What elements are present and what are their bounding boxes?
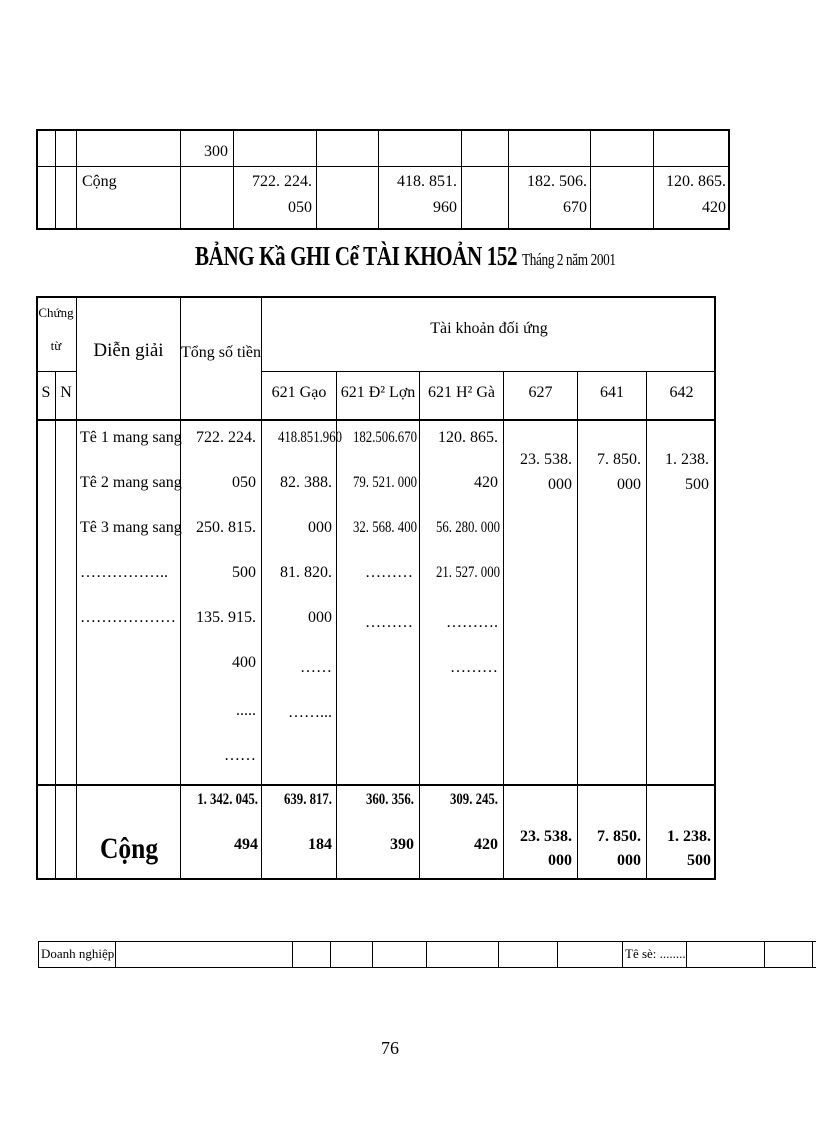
top-total-v3-l2: 670 bbox=[563, 199, 587, 216]
gao-row: …… bbox=[300, 659, 332, 676]
gao-row: 81. 820. bbox=[280, 564, 332, 581]
top-total-v3-l1: 182. 506. bbox=[527, 173, 587, 190]
ga-row: ………. bbox=[446, 614, 498, 631]
gao-row: 418.851.960 bbox=[278, 429, 342, 446]
footer-te-so: Tê sè: ........ bbox=[625, 946, 686, 961]
lon-row: ……… bbox=[365, 614, 413, 631]
top-total-v1-l1: 722. 224. bbox=[252, 173, 312, 190]
total-gao-l2: 184 bbox=[308, 836, 332, 853]
header-tong-so-tien: Tổng số tiền bbox=[181, 344, 261, 361]
total-627-l2: 000 bbox=[548, 852, 572, 869]
header-tk-doi-ung: Tài khoản đối ứng bbox=[430, 320, 548, 337]
tong-row: 722. 224. bbox=[196, 429, 256, 446]
header-col-lon: 621 Đ² Lợn bbox=[340, 384, 416, 401]
total-641-l1: 7. 850. bbox=[597, 828, 641, 845]
dien-giai-row: …………….. bbox=[80, 564, 168, 581]
tong-row: …… bbox=[224, 747, 256, 764]
page-title bbox=[195, 241, 616, 272]
header-dien-giai: Diễn giải bbox=[93, 340, 164, 361]
dien-giai-row: ……………… bbox=[80, 609, 176, 626]
top-total-v4-l2: 420 bbox=[702, 199, 726, 216]
total-tong-l2: 494 bbox=[234, 836, 258, 853]
gao-row: 000 bbox=[308, 519, 332, 536]
title-main: BẢNG Kầ GHI Cể TÀI KHOẢN 152 bbox=[195, 241, 518, 271]
total-ga-l1: 309. 245. bbox=[450, 791, 498, 808]
lon-row: ……… bbox=[365, 564, 413, 581]
total-ga-l2: 420 bbox=[474, 836, 498, 853]
total-627-l1: 23. 538. bbox=[520, 828, 572, 845]
dien-giai-row: Tê 3 mang sang bbox=[80, 519, 182, 536]
c627-row: 000 bbox=[548, 476, 572, 493]
total-label: Cộng bbox=[100, 832, 159, 865]
header-col-642: 642 bbox=[669, 384, 694, 401]
title-sub: Tháng 2 năm 2001 bbox=[522, 250, 616, 269]
c642-row: 500 bbox=[685, 476, 709, 493]
tong-row: 400 bbox=[232, 654, 256, 671]
top-total-v4-l1: 120. 865. bbox=[666, 173, 726, 190]
header-chung: Chứng bbox=[38, 305, 74, 320]
total-642-l1: 1. 238. bbox=[667, 828, 711, 845]
ga-row: ……… bbox=[450, 659, 498, 676]
dien-giai-row: Tê 2 mang sang bbox=[80, 474, 182, 491]
total-tong-l1: 1. 342. 045. bbox=[197, 791, 258, 808]
total-641-l2: 000 bbox=[617, 852, 641, 869]
total-lon-l1: 360. 356. bbox=[366, 791, 414, 808]
gao-row: ……... bbox=[288, 704, 332, 721]
header-n: N bbox=[60, 384, 72, 401]
total-gao-l1: 639. 817. bbox=[284, 791, 332, 808]
page-number: 76 bbox=[381, 1038, 399, 1058]
ga-row: 120. 865. bbox=[438, 429, 498, 446]
lon-row: 182.506.670 bbox=[353, 429, 417, 446]
header-col-ga: 621 H² Gà bbox=[427, 384, 495, 401]
tong-row: 500 bbox=[232, 564, 256, 581]
top-total-label: Cộng bbox=[82, 173, 117, 190]
header-col-627: 627 bbox=[528, 384, 553, 401]
ga-row: 56. 280. 000 bbox=[436, 519, 500, 536]
ga-row: 21. 527. 000 bbox=[436, 564, 500, 581]
header-s: S bbox=[41, 384, 51, 401]
top-row1-value: 300 bbox=[204, 143, 228, 160]
c642-row: 1. 238. bbox=[665, 451, 709, 468]
total-642-l2: 500 bbox=[687, 852, 711, 869]
header-col-gao: 621 Gạo bbox=[271, 384, 327, 401]
ga-row: 420 bbox=[474, 474, 498, 491]
gao-row: 000 bbox=[308, 609, 332, 626]
gao-row: 82. 388. bbox=[280, 474, 332, 491]
tong-row: 050 bbox=[232, 474, 256, 491]
lon-row: 79. 521. 000 bbox=[353, 474, 417, 491]
lon-row: 32. 568. 400 bbox=[353, 519, 417, 536]
c627-row: 23. 538. bbox=[520, 451, 572, 468]
top-total-v2-l1: 418. 851. bbox=[397, 173, 457, 190]
total-lon-l2: 390 bbox=[390, 836, 414, 853]
tong-row: 250. 815. bbox=[196, 519, 256, 536]
header-tu: từ bbox=[50, 338, 62, 353]
header-col-641: 641 bbox=[600, 384, 624, 401]
tong-row: 135. 915. bbox=[196, 609, 256, 626]
top-total-v1-l2: 050 bbox=[288, 199, 312, 216]
footer-doanh-nghiep: Doanh nghiệp bbox=[41, 946, 115, 961]
dien-giai-row: Tê 1 mang sang bbox=[80, 429, 182, 446]
tong-row: ..... bbox=[236, 702, 256, 719]
c641-row: 000 bbox=[617, 476, 641, 493]
c641-row: 7. 850. bbox=[597, 451, 641, 468]
top-total-v2-l2: 960 bbox=[433, 199, 457, 216]
